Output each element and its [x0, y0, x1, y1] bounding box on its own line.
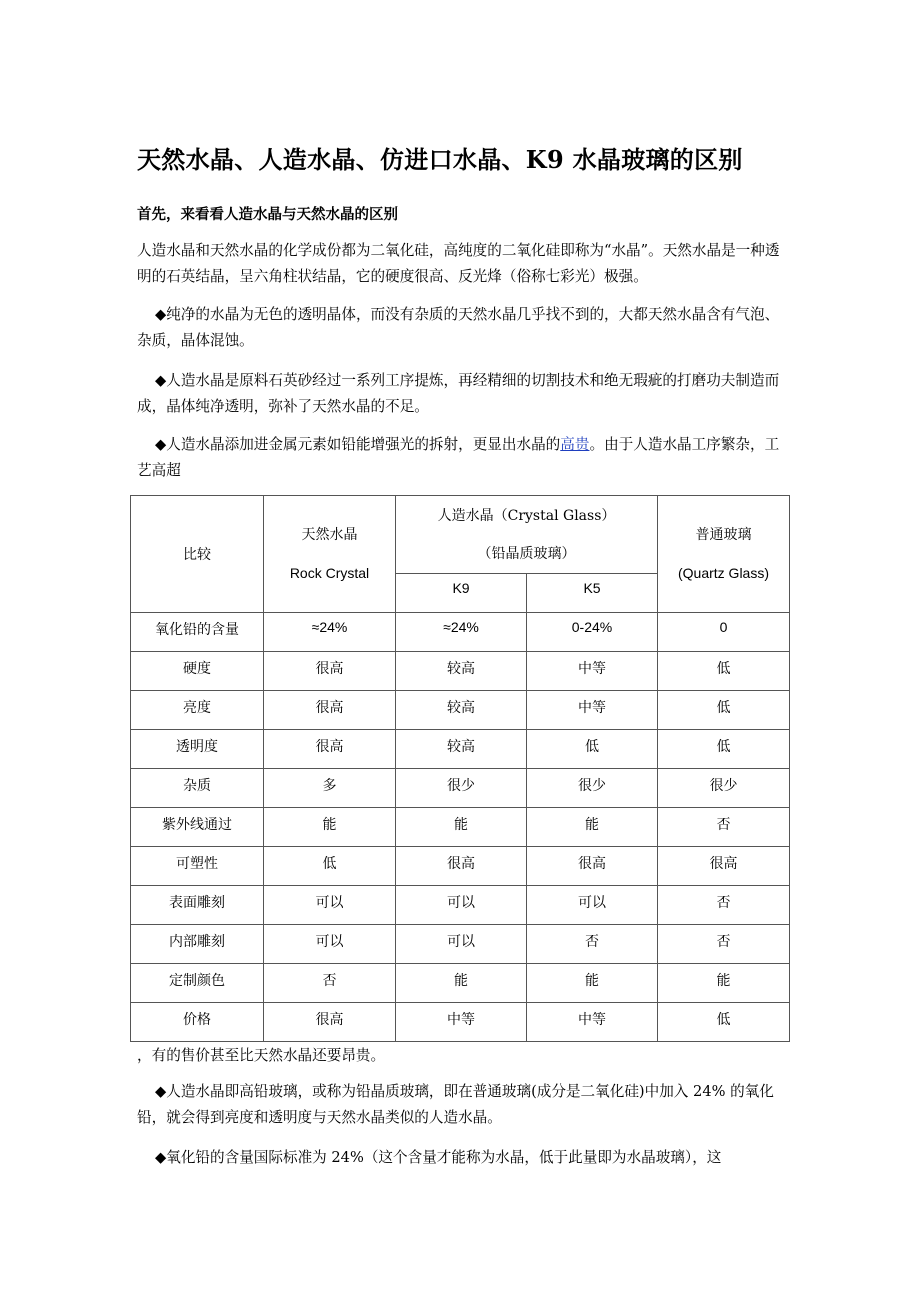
cell-k5: 很少: [527, 769, 658, 808]
cell-label: 价格: [131, 1003, 264, 1042]
table-row: [131, 964, 790, 1003]
table-row: [131, 1003, 790, 1042]
document-title: 天然水晶、人造水晶、仿进口水晶、K9 水晶玻璃的区别: [137, 145, 743, 174]
cell-k5: 0-24%: [527, 613, 658, 652]
cell-glass: 低: [658, 730, 790, 769]
header-k5: K5: [527, 574, 658, 613]
cell-label: 氧化铅的含量: [131, 613, 264, 652]
cell-natural: 可以: [264, 886, 396, 925]
table-row: [131, 769, 790, 808]
cell-k5: 中等: [527, 1003, 658, 1042]
cell-glass: 0: [658, 613, 790, 652]
cell-glass: 否: [658, 808, 790, 847]
cell-k5: 否: [527, 925, 658, 964]
paragraph-intro: [137, 238, 792, 290]
cell-k9: 可以: [396, 925, 527, 964]
cell-label: 紫外线通过: [131, 808, 264, 847]
paragraph-text: 。由于人造水晶工序繁杂，工艺高超: [137, 436, 780, 479]
cell-natural: 否: [264, 964, 396, 1003]
cell-natural: 低: [264, 847, 396, 886]
cell-label: 定制颜色: [131, 964, 264, 1003]
cell-k9: 较高: [396, 652, 527, 691]
table-header-row: [131, 496, 790, 574]
cell-glass: 否: [658, 886, 790, 925]
cell-label: 杂质: [131, 769, 264, 808]
paragraph-text: ◆人造水晶是原料石英砂经过一系列工序提炼，再经精细的切割技术和绝无瑕疵的打磨功夫制造而成，晶体纯净透明，弥补了天然水晶的不足。: [137, 372, 780, 415]
cell-glass: 低: [658, 652, 790, 691]
header-artificial: 人造水晶（Crystal Glass） （铅晶质玻璃）: [396, 496, 658, 574]
cell-label: 透明度: [131, 730, 264, 769]
table-row: [131, 613, 790, 652]
header-glass: 普通玻璃 (Quartz Glass): [658, 496, 790, 613]
cell-natural: 可以: [264, 925, 396, 964]
cell-natural: ≈24%: [264, 613, 396, 652]
cell-k9: 能: [396, 808, 527, 847]
cell-label: 表面雕刻: [131, 886, 264, 925]
cell-glass: 低: [658, 691, 790, 730]
cell-k5: 低: [527, 730, 658, 769]
cell-label: 亮度: [131, 691, 264, 730]
table-row: [131, 808, 790, 847]
cell-k9: 中等: [396, 1003, 527, 1042]
cell-k5: 能: [527, 808, 658, 847]
paragraph-text: ◆纯净的水晶为无色的透明晶体，而没有杂质的天然水晶几乎找不到的，大都天然水晶含有气泡、杂质，晶体混蚀。: [137, 306, 780, 349]
cell-label: 内部雕刻: [131, 925, 264, 964]
section-subtitle: 首先，来看看人造水晶与天然水晶的区别: [137, 206, 398, 223]
cell-k5: 能: [527, 964, 658, 1003]
paragraph-lead-additive: [137, 432, 792, 484]
cell-glass: 低: [658, 1003, 790, 1042]
cell-k9: 很高: [396, 847, 527, 886]
cell-label: 可塑性: [131, 847, 264, 886]
paragraph-text: ◆氧化铅的含量国际标准为 24%（这个含量才能称为水晶，低于此量即为水晶玻璃），这: [155, 1149, 722, 1166]
paragraph-artificial-process: [137, 368, 792, 420]
link-gaogui[interactable]: 高贵: [560, 436, 590, 453]
table-row: [131, 925, 790, 964]
cell-glass: 很少: [658, 769, 790, 808]
cell-glass: 能: [658, 964, 790, 1003]
paragraph-price: [137, 1043, 792, 1069]
header-k9: K9: [396, 574, 527, 613]
paragraph-text: ◆人造水晶即高铅玻璃，或称为铅晶质玻璃，即在普通玻璃(成分是二氧化硅)中加入 24% 的氧化铅，就会得到亮度和透明度与天然水晶类似的人造水晶。: [137, 1083, 774, 1126]
table-row: [131, 847, 790, 886]
paragraph-pure-crystal: [137, 302, 792, 354]
paragraph-text: ，有的售价甚至比天然水晶还要昂贵。: [137, 1047, 386, 1064]
cell-k5: 可以: [527, 886, 658, 925]
table-row: [131, 886, 790, 925]
cell-k5: 中等: [527, 691, 658, 730]
cell-natural: 能: [264, 808, 396, 847]
comparison-table: [130, 495, 790, 1042]
paragraph-text: ◆人造水晶添加进金属元素如铅能增强光的拆射，更显出水晶的: [155, 436, 561, 453]
cell-glass: 否: [658, 925, 790, 964]
table-row: [131, 691, 790, 730]
table-row: [131, 730, 790, 769]
cell-k9: 能: [396, 964, 527, 1003]
cell-natural: 多: [264, 769, 396, 808]
cell-k5: 中等: [527, 652, 658, 691]
cell-k9: 很少: [396, 769, 527, 808]
paragraph-high-lead: [137, 1079, 792, 1131]
paragraph-text: 人造水晶和天然水晶的化学成份都为二氧化硅，高纯度的二氧化硅即称为“水晶”。天然水晶是一种透明的石英结晶，呈六角柱状结晶，它的硬度很高、反光烽（俗称七彩光）极强。: [137, 242, 780, 285]
cell-glass: 很高: [658, 847, 790, 886]
cell-k9: 可以: [396, 886, 527, 925]
cell-k9: ≈24%: [396, 613, 527, 652]
paragraph-standard: [137, 1145, 792, 1171]
cell-natural: 很高: [264, 1003, 396, 1042]
cell-k9: 较高: [396, 691, 527, 730]
cell-natural: 很高: [264, 652, 396, 691]
cell-natural: 很高: [264, 730, 396, 769]
cell-label: 硬度: [131, 652, 264, 691]
header-natural: 天然水晶 Rock Crystal: [264, 496, 396, 613]
cell-natural: 很高: [264, 691, 396, 730]
table-row: [131, 652, 790, 691]
cell-k5: 很高: [527, 847, 658, 886]
header-compare: 比较: [131, 496, 264, 613]
cell-k9: 较高: [396, 730, 527, 769]
